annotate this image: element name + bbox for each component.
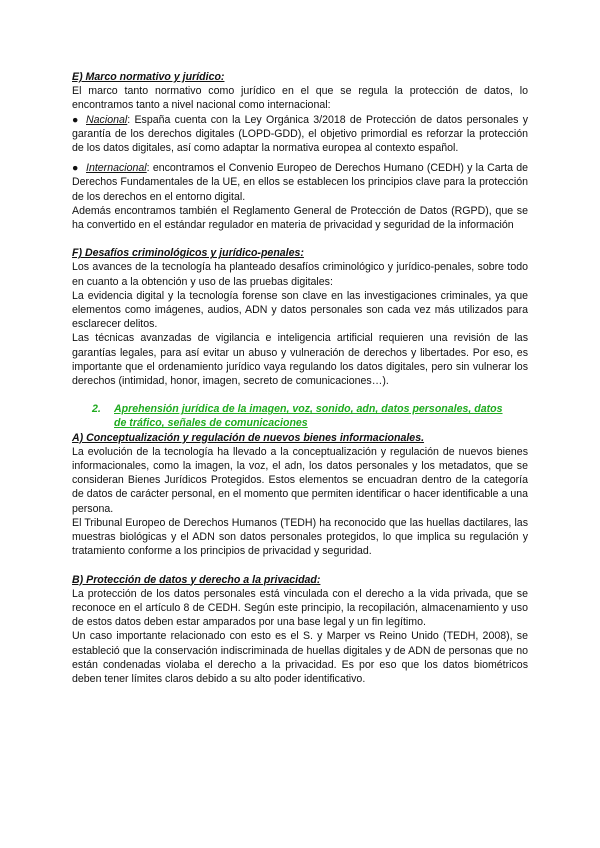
section-b-p1: La protección de los datos personales está vinculada con el derecho a la vida privada, que se reconoce en el artículo 8 de CEDH. Según este principio, la recopilación, almacenamiento y uso de estos datos deben estar amparados por una base legal y un fin legítimo. bbox=[72, 587, 528, 629]
section-2-heading-cont: de tráfico, señales de comunicaciones bbox=[114, 417, 308, 430]
section-a-heading: A) Conceptualización y regulación de nuevos bienes informacionales. bbox=[72, 431, 425, 444]
section-f-techniques: Las técnicas avanzadas de vigilancia e inteligencia artificial requieren una revisión de las garantías legales, para así evitar un abuso y vulneración de derechos y libertades. Por eso, es importante que el ordenamiento jurídico vaya regulando los datos digitales, pero sin vulnerar los derechos (intimidad, honor, imagen, secreto de comunicaciones…). bbox=[72, 332, 528, 388]
bullet-icon: ● bbox=[72, 113, 79, 126]
section-e-intro: El marco tanto normativo como jurídico en el que se regula la protección de datos, lo encontramos tanto a nivel nacional como internacional: bbox=[72, 85, 528, 112]
section-2-heading: 2. Aprehensión jurídica de la imagen, voz, sonido, adn, datos personales, datos bbox=[92, 403, 503, 416]
section-a-p2: El Tribunal Europeo de Derechos Humanos (TEDH) ha reconocido que las huellas dactilares, las muestras biológicas y el ADN son datos personales protegidos, lo que implica su regulación y tratamiento conforme a los principios de privacidad y seguridad. bbox=[72, 516, 528, 558]
section-e-rgpd: Además encontramos también el Reglamento General de Protección de Datos (RGPD), que se ha convertido en el estándar regulador en materia de privacidad y seguridad de la información bbox=[72, 204, 528, 232]
document-page bbox=[72, 70, 528, 686]
section-a-p1: La evolución de la tecnología ha llevado a la conceptualización y regulación de nuevos bienes informacionales, como la imagen, la voz, el adn, los datos personales y los metadatos, que se consideran Bienes Jurídicos Protegidos. Estos elementos se encuadran dentro de la categoría de datos de carácter personal, en el momento que permiten identificar o hacer identificable a una persona. bbox=[72, 445, 528, 515]
section-b-p2: Un caso importante relacionado con esto es el S. y Marper vs Reino Unido (TEDH, 2008), se estableció que la conservación indiscriminada de huellas digitales y de ADN de personas que no están condenadas violaba el derecho a la privacidad. Es por eso que los datos biométricos deben tener límites claros debido a su alto poder identificativo. bbox=[72, 630, 528, 685]
bullet-internacional: ● Internacional: encontramos el Convenio Europeo de Derechos Humano (CEDH) y la Carta de Derechos Fundamentales de la UE, en ellos se establecen los principios clave para la protección de los derechos en el entorno digital. bbox=[72, 162, 528, 203]
bullet-icon: ● bbox=[72, 162, 79, 175]
section-b-heading: B) Protección de datos y derecho a la privacidad: bbox=[72, 573, 321, 586]
section-f-heading: F) Desafíos criminológicos y jurídico-penales: bbox=[72, 247, 304, 260]
section-e-heading: E) Marco normativo y jurídico: bbox=[72, 71, 225, 83]
section-f-intro: Los avances de la tecnología ha planteado desafíos criminológico y jurídico-penales, sobre todo en cuanto a la obtención y uso de las pruebas digitales: bbox=[72, 261, 528, 288]
section-f-evidence: La evidencia digital y la tecnología forense son clave en las investigaciones criminales, ya que elementos como imágenes, audios, ADN y datos personales son cada vez más utilizados para esclarecer delitos. bbox=[72, 289, 528, 331]
bullet-nacional: ● Nacional: España cuenta con la Ley Orgánica 3/2018 de Protección de datos personales y garantía de los derechos digitales (LOPD-GDD), el objetivo primordial es reforzar la protección de los datos digitales, así como adaptar la normativa europea al contexto español. bbox=[72, 113, 528, 155]
